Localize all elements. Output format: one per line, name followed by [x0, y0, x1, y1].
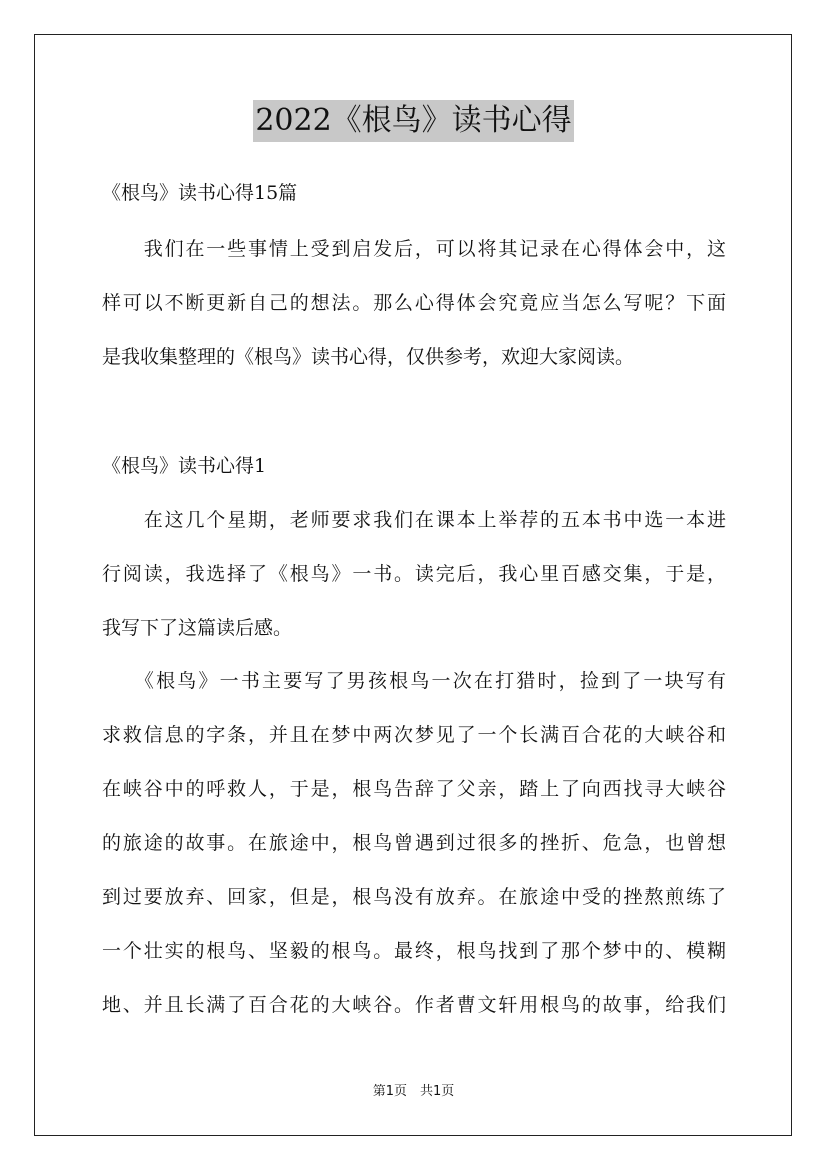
intro-line: 我们在一些事情上受到启发后，可以将其记录在心得体会中，这 — [102, 238, 726, 260]
paragraph-line: 行阅读，我选择了《根鸟》一书。读完后，我心里百感交集，于是， — [102, 563, 726, 585]
paragraph-line: 在峡谷中的呼救人，于是，根鸟告辞了父亲，踏上了向西找寻大峡谷 — [102, 778, 726, 800]
paragraph-line: 在这几个星期，老师要求我们在课本上举荐的五本书中选一本进 — [102, 509, 726, 531]
document-title: 2022《根鸟》读书心得 — [253, 100, 573, 142]
paragraph-line: 到过要放弃、回家，但是，根鸟没有放弃。在旅途中受的挫熬煎练了 — [102, 886, 726, 908]
paragraph-line: 求救信息的字条，并且在梦中两次梦见了一个长满百合花的大峡谷和 — [102, 724, 726, 746]
page-number-footer: 第1页 共1页 — [372, 1084, 455, 1099]
intro-line: 样可以不断更新自己的想法。那么心得体会究竟应当怎么写呢？下面 — [102, 292, 726, 314]
paragraph-line: 我写下了这篇读后感。 — [102, 617, 293, 639]
paragraph-line: 地、并且长满了百合花的大峡谷。作者曹文轩用根鸟的故事，给我们 — [102, 994, 726, 1016]
intro-line: 是我收集整理的《根鸟》读书心得，仅供参考，欢迎大家阅读。 — [102, 346, 635, 368]
paragraph-line: 《根鸟》一书主要写了男孩根鸟一次在打猎时，捡到了一块写有 — [102, 670, 726, 692]
paragraph-line: 的旅途的故事。在旅途中，根鸟曾遇到过很多的挫折、危急，也曾想 — [102, 832, 726, 854]
section-heading: 《根鸟》读书心得1 — [102, 455, 267, 477]
paragraph-line: 一个壮实的根鸟、坚毅的根鸟。最终，根鸟找到了那个梦中的、模糊 — [102, 940, 726, 962]
document-subtitle: 《根鸟》读书心得15篇 — [102, 182, 298, 204]
title-container — [0, 100, 827, 142]
